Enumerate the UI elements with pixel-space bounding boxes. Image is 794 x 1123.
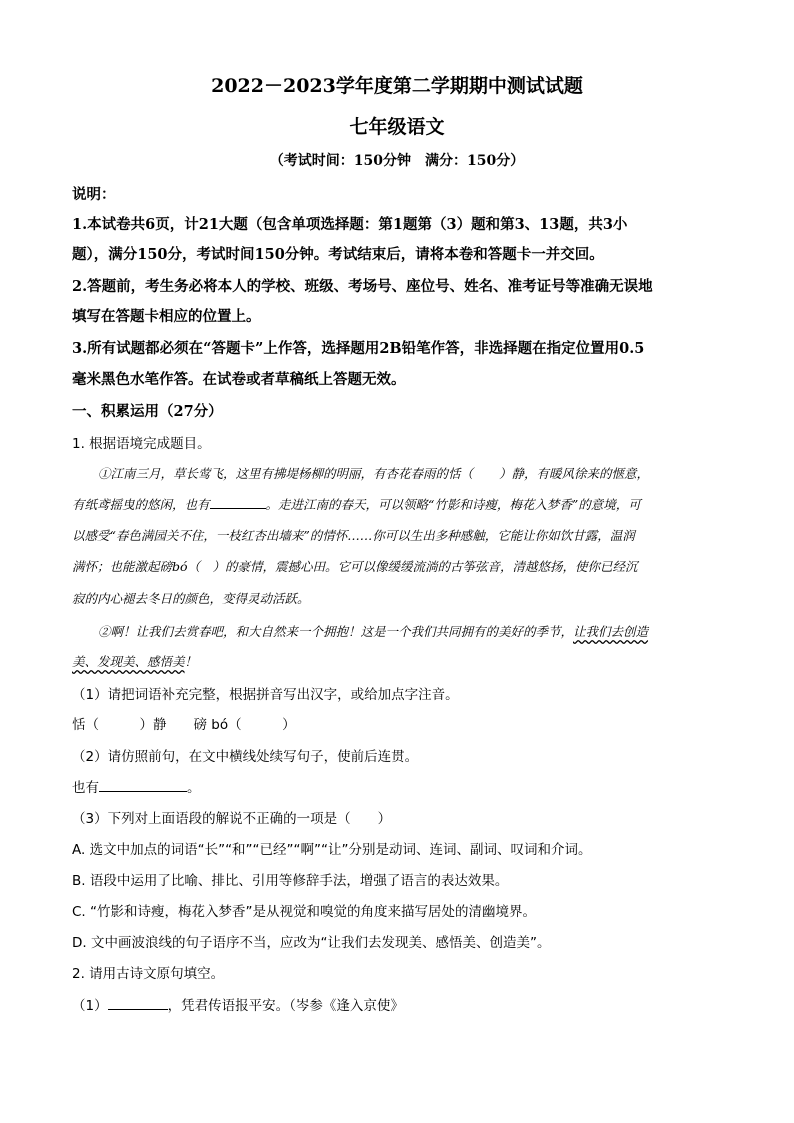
passage-1-line-3: 以感受“春色满园关不住，一枝红杏出墙来”的情怀……你可以生出多种感触，它能让你如饮甘露，温润 [72, 528, 635, 543]
answer-blank-2[interactable] [99, 779, 187, 792]
wavy-underlined-sentence-cont: 美、发现美、感悟美 [72, 654, 185, 669]
sub-question-2-stem: （2）请仿照前句，在文中横线处续写句子，使前后连贯。 [72, 749, 419, 765]
option-a: A. 选文中加点的词语“长”“和”“已经”“啊”“让”分别是动词、连词、副词、叹词和介词。 [72, 842, 592, 858]
passage-1-line-4: 满怀；也能激起磅bó（ ）的豪情，震撼心田。它可以像缓缓流淌的古筝弦音，清越悠扬，使你已经沉 [72, 559, 638, 574]
option-d: D. 文中画波浪线的句子语序不当，应改为“让我们去发现美、感悟美、创造美”。 [72, 935, 551, 951]
question-2-stem: 2. 请用古诗文原句填空。 [72, 966, 225, 982]
sub-question-1-stem: （1）请把词语补充完整，根据拼音写出汉字，或给加点字注音。 [72, 687, 459, 703]
poem-blank-1[interactable] [108, 997, 168, 1010]
question-2-sub-1: （1） ，凭君传语报平安。（岑参《逢入京使》 [72, 998, 404, 1014]
passage-1-line-5: 寂的内心褪去冬日的颜色，变得灵动活跃。 [72, 591, 310, 606]
fill-blank-1[interactable] [210, 496, 266, 509]
section-1-heading: 一、积累运用（27分） [72, 403, 223, 420]
note-1-line-2: 题），满分150分，考试时间150分钟。考试结束后，请将本卷和答题卡一并交回。 [72, 246, 604, 263]
notes-heading: 说明： [72, 186, 116, 203]
note-1-line-1: 1.本试卷共6页，计21大题（包含单项选择题：第1题第（3）题和第3、13题，共3小 [72, 216, 628, 233]
sub-question-3-stem: （3）下列对上面语段的解说不正确的一项是（ ） [72, 811, 392, 827]
sub-question-2-answer: 也有 。 [72, 780, 201, 796]
wavy-underlined-sentence: 让我们去创造 [573, 624, 649, 639]
note-2-line-2: 填写在答题卡相应的位置上。 [72, 308, 261, 325]
question-1-stem: 1. 根据语境完成题目。 [72, 436, 211, 452]
passage-2-line-1: ②啊！让我们去赏春吧，和大自然来一个拥抱！这是一个我们共同拥有的美好的季节，让我们去创造 [98, 624, 649, 639]
note-2-line-1: 2.答题前，考生务必将本人的学校、班级、考场号、座位号、姓名、准考证号等准确无误地 [72, 278, 653, 295]
exam-title: 2022－2023学年度第二学期期中测试试题 [211, 75, 583, 97]
passage-1-line-2: 有纸鸢摇曳的悠闲，也有 。走进江南的春天，可以领略“竹影和诗瘦，梅花入梦香”的意境，可 [72, 497, 641, 512]
option-b: B. 语段中运用了比喻、排比、引用等修辞手法，增强了语言的表达效果。 [72, 873, 509, 889]
passage-2-line-2: 美、发现美、感悟美！ [72, 654, 198, 669]
exam-subtitle: 七年级语文 [349, 116, 445, 138]
option-c: C. “竹影和诗瘦，梅花入梦香”是从视觉和嗅觉的角度来描写居处的清幽境界。 [72, 904, 536, 920]
sub-question-1-items: 恬（ ）静 磅 bó（ ） [72, 717, 296, 733]
exam-info: （考试时间：150分钟 满分：150分） [269, 153, 525, 169]
note-3-line-2: 毫米黑色水笔作答。在试卷或者草稿纸上答题无效。 [72, 371, 406, 388]
passage-1-line-1: ①江南三月，草长莺飞，这里有拂堤杨柳的明丽，有杏花春雨的恬（ ）静，有暖风徐来的惬意， [98, 466, 650, 481]
note-3-line-1: 3.所有试题都必须在“答题卡”上作答，选择题用2B铅笔作答，非选择题在指定位置用0.5 [72, 340, 645, 357]
